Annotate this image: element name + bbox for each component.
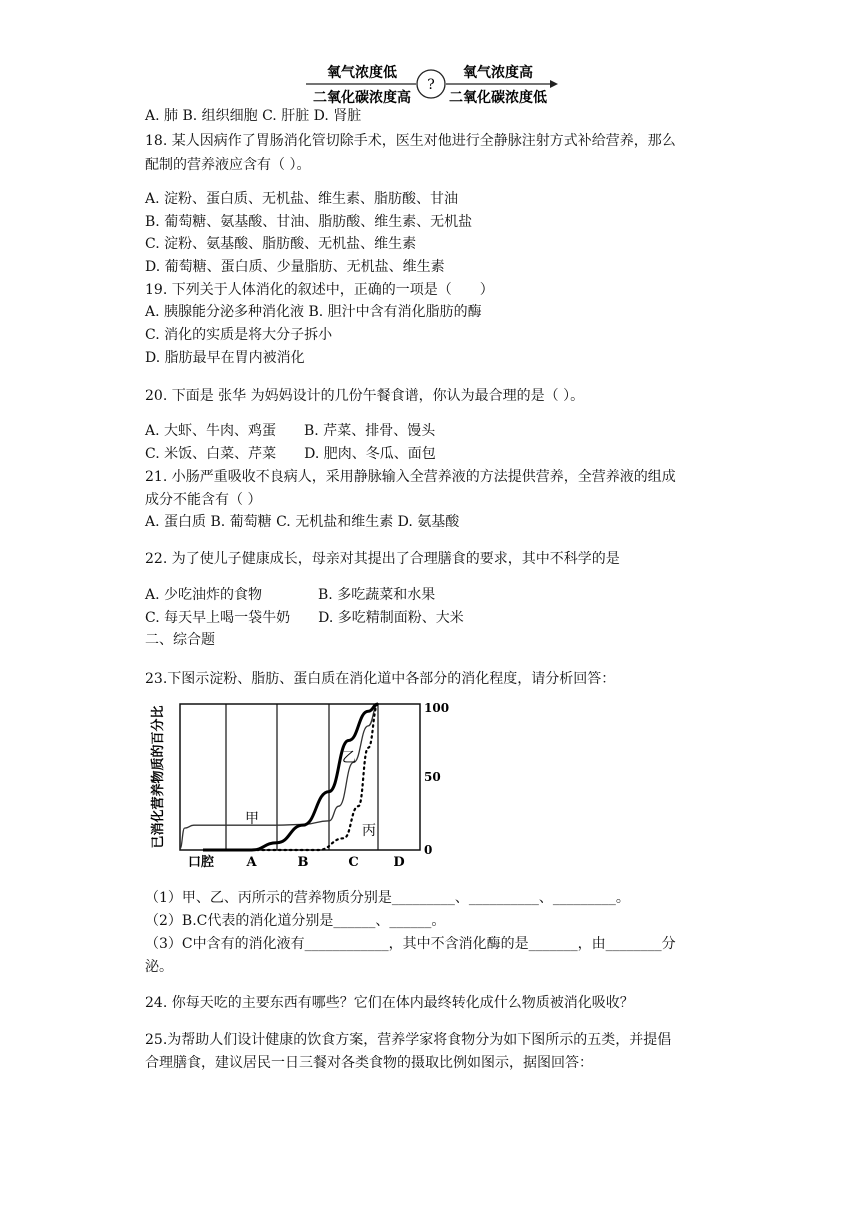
q23-sub1: （1）甲、乙、丙所示的营养物质分别是_________、__________、_________。 <box>145 890 630 906</box>
q18-option-a: A. 淀粉、蛋白质、无机盐、维生素、脂肪酸、甘油 <box>145 191 459 207</box>
chart-ytick-label: 0 <box>424 843 433 857</box>
chart-xtick-label: D <box>393 855 405 870</box>
q21-stem-line1: 21. 小肠严重吸收不良病人，采用静脉输入全营养液的方法提供营养，全营养液的组成 <box>145 469 676 485</box>
chart-ylabel: 已消化营养物质的百分比 <box>151 705 166 849</box>
chart-xtick-label: 口腔 <box>187 855 215 870</box>
series-label: 甲 <box>245 811 259 827</box>
diagram-right-bottom: 二氧化碳浓度低 <box>449 90 547 106</box>
q20-options-ab: A. 大虾、牛肉、鸡蛋 B. 芹菜、排骨、馒头 <box>145 423 436 439</box>
chart-xtick-label: C <box>348 855 359 870</box>
q19-options-ab: A. 胰腺能分泌多种消化液 B. 胆汁中含有消化脂肪的酶 <box>145 304 482 320</box>
q17-options: A. 肺 B. 组织细胞 C. 肝脏 D. 肾脏 <box>145 108 362 124</box>
diagram-center-mark: ? <box>427 77 435 93</box>
digestion-chart <box>150 698 450 876</box>
diagram-left-top: 氧气浓度低 <box>327 65 397 81</box>
arrow-head-icon <box>550 80 558 88</box>
diagram-left-bottom: 二氧化碳浓度高 <box>313 90 411 106</box>
q25-stem-line1: 25.为帮助人们设计健康的饮食方案，营养学家将食物分为如下图所示的五类，并提倡 <box>145 1032 672 1048</box>
q23-sub3-line1: （3）C中含有的消化液有____________，其中不含消化酶的是_______，由________分 <box>145 936 676 952</box>
q23-sub2: （2）B.C代表的消化道分别是______、______。 <box>145 913 446 929</box>
diagram-right-top: 氧气浓度高 <box>463 65 533 81</box>
chart-frame <box>180 704 420 850</box>
q20-stem: 20. 下面是 张华 为妈妈设计的几份午餐食谱，你认为最合理的是（ ）。 <box>145 388 585 404</box>
chart-xtick-label: A <box>246 855 257 870</box>
chart-ylabel-group <box>150 705 166 848</box>
q18-option-d: D. 葡萄糖、蛋白质、少量脂肪、无机盐、维生素 <box>145 259 445 275</box>
q22-options-ab: A. 少吃油炸的食物 B. 多吃蔬菜和水果 <box>145 587 436 603</box>
gas-exchange-diagram <box>300 58 560 110</box>
curve-bold <box>203 704 378 850</box>
q23-sub3-line2: 泌。 <box>145 959 173 975</box>
chart-xtick-label: B <box>297 855 309 870</box>
section-title: 二、综合题 <box>145 632 215 648</box>
q25-stem-line2: 合理膳食，建议居民一日三餐对各类食物的摄取比例如图示，据图回答： <box>145 1055 593 1071</box>
q18-stem-line1: 18. 某人因病作了胃肠消化管切除手术，医生对他进行全静脉注射方式补给营养，那么 <box>145 133 676 149</box>
q21-options: A. 蛋白质 B. 葡萄糖 C. 无机盐和维生素 D. 氨基酸 <box>145 514 460 530</box>
q24-stem: 24. 你每天吃的主要东西有哪些？它们在体内最终转化成什么物质被消化吸收？ <box>145 995 634 1011</box>
q23-stem: 23.下图示淀粉、脂肪、蛋白质在消化道中各部分的消化程度，请分析回答： <box>145 671 616 687</box>
series-label: 丙 <box>362 823 376 839</box>
q18-stem-line2: 配制的营养液应含有（ ）。 <box>145 157 311 173</box>
chart-ytick-label: 50 <box>424 770 441 784</box>
q19-option-c: C. 消化的实质是将大分子拆小 <box>145 327 333 343</box>
q20-options-cd: C. 米饭、白菜、芹菜 D. 肥肉、冬瓜、面包 <box>145 446 436 462</box>
q22-options-cd: C. 每天早上喝一袋牛奶 D. 多吃精制面粉、大米 <box>145 610 464 626</box>
chart-ytick-label: 100 <box>424 701 450 715</box>
q18-option-b: B. 葡萄糖、氨基酸、甘油、脂肪酸、维生素、无机盐 <box>145 214 473 230</box>
q19-option-d: D. 脂肪最早在胃内被消化 <box>145 350 305 366</box>
q21-stem-line2: 成分不能含有（ ） <box>145 492 262 508</box>
curve-thin <box>180 704 378 849</box>
series-label: 乙 <box>342 750 356 766</box>
q22-stem: 22. 为了使儿子健康成长，母亲对其提出了合理膳食的要求，其中不科学的是 <box>145 551 620 567</box>
q19-stem: 19. 下列关于人体消化的叙述中，正确的一项是（ ） <box>145 282 494 298</box>
q18-option-c: C. 淀粉、氨基酸、脂肪酸、无机盐、维生素 <box>145 236 417 252</box>
